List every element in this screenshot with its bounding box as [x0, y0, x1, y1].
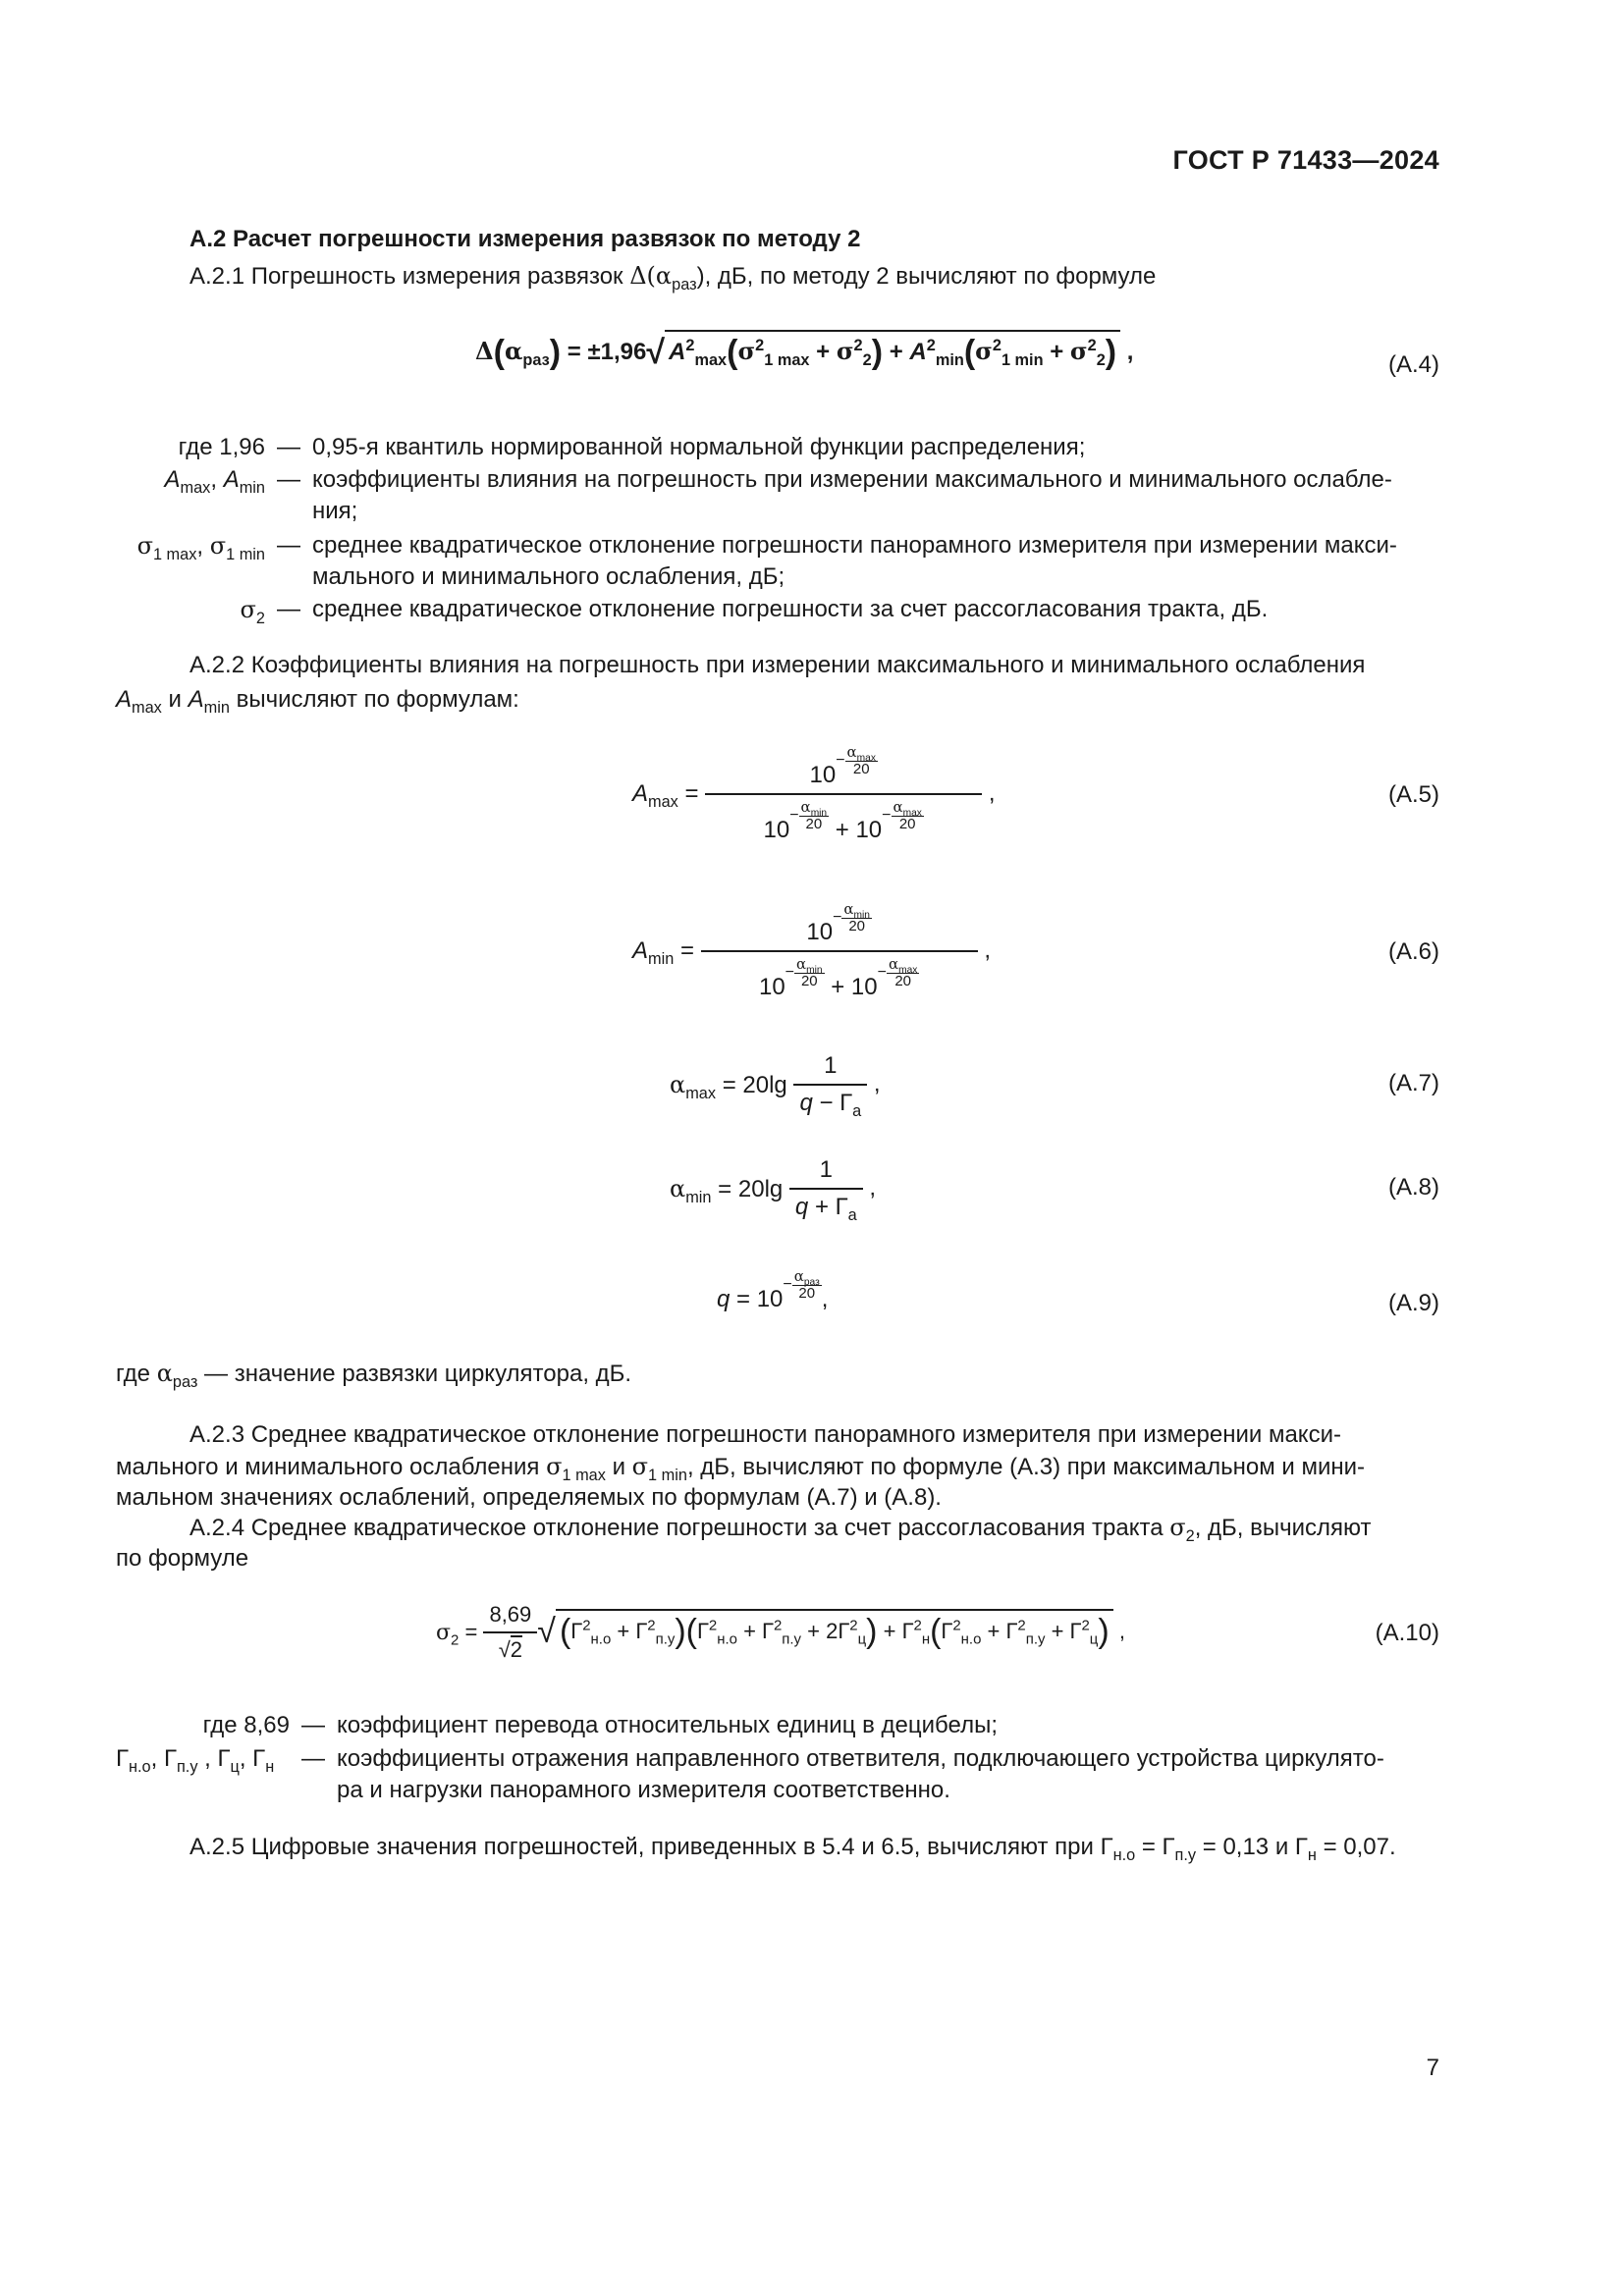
formula-a10: $\sigma_2$ = $\frac{8,69}{√2}$ √ $(Г^2_{н.о} + Г^2_{п.у})(Г^2_{н.о} + Г^2_{п.у} + 2Г^2_ц) + Г^2_н(Г^2_{н.о} + Г^2_{п.у} + Г^2_ц)$ , — [436, 1602, 1125, 1662]
formula-a6-number: (А.6) — [1387, 938, 1439, 965]
doc-number: ГОСТ Р 71433—2024 — [1172, 145, 1439, 175]
legend-term: $\sigma_{1 max}$, $\sigma_{1 min}$ — [136, 532, 265, 563]
formula-a10-number: (А.10) — [1375, 1620, 1439, 1646]
document-page: ГОСТ Р 71433—2024 А.2 Расчет погрешности измерения развязок по методу 2 А.2.1 Погрешность измерения развязок $\Delta(\alpha_{раз})$, дБ, по методу 2 вычисляют по формуле $\Delta(\alpha_{раз}) = \pm 1,96√$ $A^2_{max}(\sigma^2_{1 max} + \sigma^2_2) + A^2_{min}(\sigma^2_{1 min} + \sigma^2_2)$ , (А.4) где 1,96 — 0,95-я квантиль нормированной нормальной функции распределения; $A_{max}$, $A_{min}$ — коэффициенты влияния на погрешность при измерении максимального и минимального ослабле- ния; $\sigma_{1 max}$, $\sigma_{1 min}$ — среднее квадратическое отклонение погрешности панорамного измерителя при измерении макси- мального и минимального ослабления, дБ; $\sigma_2$ — среднее квадратическое отклонение погрешности за счет рассогласования тракта, дБ. А.2.2 Коэффициенты влияния на погрешность при измерении максимального и минимального ослабления $A_{max}$ и $A_{min}$ вычисляют по формулам: $A_{max}$ = 10− $\alpha_{max}$ 20 10− $\alpha_{min}$ 20 + 10− $\alpha_{max}$ 20 , (А.5) $A_{min}$ = 10− $\alpha_{min}$ 20 10− $\alpha_{min}$ 20 + 10− $\alpha_{max}$ 20 , (А.6) $\alpha_{max} = 20\lg$ $\frac{1}{q - Г_а}$ , (А.7) $\alpha_{min} = 20\lg$ $\frac{1}{q + Г_а}$ , (А.8) q = 10− $\alpha_{раз}$ 20 , (А.9) где $\alpha_{раз}$ — значение развязки циркулятора, дБ. А.2.3 Среднее квадратическое отклонение погрешности панорамного измерителя при измерении макси- мального и минимального ослабления $\sigma_{1 max}$ и $\sigma_{1 min}$, дБ, вычисляют по формуле (А.3) при максимальном и мини- мальном значениях ослаблений, определяемых по формулам (А.7) и (А.8). А.2.4 Среднее квадратическое отклонение погрешности за счет рассогласования тракта $\sigma_2$, дБ, вычисляют по формуле $\sigma_2$ = $\frac{8,69}{√2}$ √ $(Г^2_{н.о} + Г^2_{п.у})(Г^2_{н.о} + Г^2_{п.у} + 2Г^2_ц) + Г^2_н(Г^2_{н.о} + Г^2_{п.у} + Г^2_ц)$ , (А.10) где 8,69 — коэффициент перевода относительных единиц в децибелы; $Г_{н.о}$, $Г_{п.у}$ , $Г_ц$, $Г_н$ — коэффициенты отражения направленного ответвителя, подключающего устройства циркулято- ра и нагрузки панорамного измерителя соответственно. А.2.5 Цифровые значения погрешностей, приведенных в 5.4 и 6.5, вычисляют при $Г_{н.о} = Г_{п.у} = 0,13$ и $Г_н = 0,07$. 7 — [116, 145, 1439, 2081]
formula-a8: $\alpha_{min} = 20\lg$ $\frac{1}{q + Г_а}$ , — [670, 1156, 877, 1224]
formula-a8-number: (А.8) — [1387, 1174, 1439, 1201]
legend-term: где 8,69 — [202, 1712, 290, 1738]
legend-text: среднее квадратическое отклонение погрешности панорамного измерителя при измерении макси- мального и минимального ослабления, дБ; — [312, 532, 1397, 590]
where-alpha-raz: где $\alpha_{раз}$ — значение развязки циркулятора, дБ. — [116, 1360, 632, 1391]
legend-term: $A_{max}$, $A_{min}$ — [164, 466, 265, 497]
paragraph-a23-line3: мальном значениях ослаблений, определяемых по формулам (А.7) и (А.8). — [116, 1484, 942, 1511]
formula-a4: $\Delta(\alpha_{раз}) = \pm 1,96√$ $A^2_{max}(\sigma^2_{1 max} + \sigma^2_2) + A^2_{min}(\sigma^2_{1 min} + \sigma^2_2)$ , — [475, 330, 1133, 372]
formula-a9: q = 10− $\alpha_{раз}$ 20 , — [717, 1267, 829, 1313]
paragraph-a24-line1: А.2.4 Среднее квадратическое отклонение погрешности за счет рассогласования тракта $\sigma_2$, дБ, вычисляют — [189, 1514, 1372, 1545]
legend-term: где 1,96 — [178, 434, 265, 460]
paragraph-a23-line2: мального и минимального ослабления $\sigma_{1 max}$ и $\sigma_{1 min}$, дБ, вычисляют по формуле (А.3) при максимальном и мини- — [116, 1453, 1365, 1484]
formula-a9-number: (А.9) — [1387, 1290, 1439, 1316]
formula-a7-number: (А.7) — [1387, 1070, 1439, 1096]
legend-term: $Г_{н.о}$, $Г_{п.у}$ , $Г_ц$, $Г_н$ — [116, 1745, 275, 1776]
paragraph-a21: А.2.1 Погрешность измерения развязок $\Delta(\alpha_{раз})$, дБ, по методу 2 вычисляют по формуле — [189, 262, 1157, 294]
paragraph-a22-line1: А.2.2 Коэффициенты влияния на погрешность при измерении максимального и минимального ослабления — [189, 652, 1366, 678]
paragraph-a23-line1: А.2.3 Среднее квадратическое отклонение погрешности панорамного измерителя при измерении макси- — [189, 1421, 1341, 1448]
paragraph-a24-line2: по формуле — [116, 1545, 249, 1572]
legend-text: коэффициент перевода относительных единиц в децибелы; — [337, 1712, 998, 1738]
formula-a7: $\alpha_{max} = 20\lg$ $\frac{1}{q - Г_а}$ , — [670, 1052, 881, 1120]
formula-a6: $A_{min}$ = 10− $\alpha_{min}$ 20 10− $\alpha_{min}$ 20 + 10− $\alpha_{max}$ 20 , — [632, 900, 992, 1001]
page-number: 7 — [1426, 2055, 1439, 2081]
legend-text: коэффициенты влияния на погрешность при измерении максимального и минимального ослабле- ния; — [312, 466, 1392, 524]
formula-a4-number: (А.4) — [1387, 351, 1439, 378]
paragraph-a22-line2: $A_{max}$ и $A_{min}$ вычисляют по формулам: — [116, 686, 519, 717]
formula-a5-number: (А.5) — [1387, 781, 1439, 808]
legend-text: коэффициенты отражения направленного ответвителя, подключающего устройства циркулято- ра и нагрузки панорамного измерителя соответственно. — [337, 1745, 1384, 1803]
paragraph-a25: А.2.5 Цифровые значения погрешностей, приведенных в 5.4 и 6.5, вычисляют при $Г_{н.о} = Г_{п.у} = 0,13$ и $Г_н = 0,07$. — [189, 1834, 1396, 1864]
legend-text: 0,95-я квантиль нормированной нормальной функции распределения; — [312, 434, 1086, 460]
legend-text: среднее квадратическое отклонение погрешности за счет рассогласования тракта, дБ. — [312, 596, 1269, 622]
formula-a5: $A_{max}$ = 10− $\alpha_{max}$ 20 10− $\alpha_{min}$ 20 + 10− $\alpha_{max}$ 20 , — [632, 743, 996, 844]
legend-term: $\sigma_2$ — [240, 596, 265, 627]
section-title: А.2 Расчет погрешности измерения развязок по методу 2 — [189, 226, 861, 252]
